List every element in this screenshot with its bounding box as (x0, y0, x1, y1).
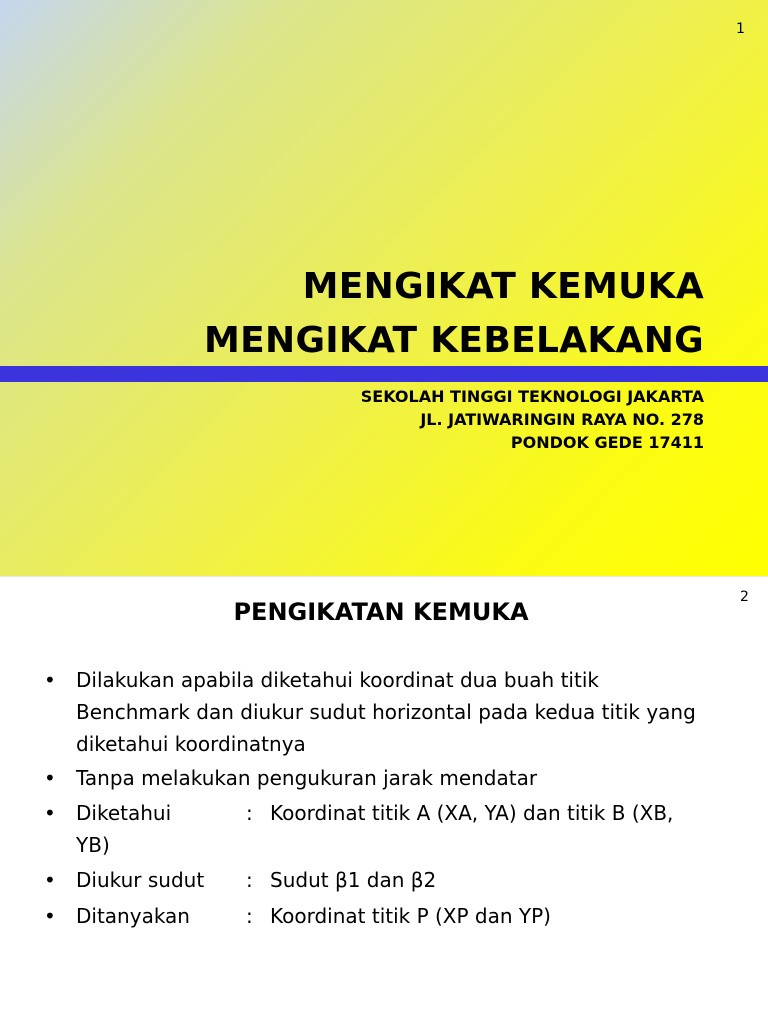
accent-bar (0, 366, 768, 382)
institution-name: SEKOLAH TINGGI TEKNOLOGI JAKARTA (360, 387, 704, 406)
bullet-item-diukur (44, 864, 437, 896)
slide-2-page-number: 2 (740, 589, 749, 605)
slide-title-line-2: MENGIKAT KEBELAKANG (204, 320, 704, 361)
def-label: Diukur sudut (76, 868, 205, 892)
def-value: Koordinat titik P (XP dan YP) (270, 904, 551, 928)
def-separator: : (246, 801, 253, 825)
def-value: Koordinat titik A (XA, YA) dan titik B (XB, (270, 801, 674, 825)
content-slide-title: PENGIKATAN KEMUKA (233, 598, 529, 626)
def-label: Ditanyakan (76, 904, 190, 928)
bullet-dot: • (44, 766, 56, 790)
institution-address: JL. JATIWARINGIN RAYA NO. 278 (420, 410, 704, 429)
bullet-item-ditanyakan (44, 900, 551, 932)
slide-title-line-1: MENGIKAT KEMUKA (302, 266, 704, 307)
def-label: Diketahui (76, 801, 172, 825)
slide-1-page-number: 1 (736, 21, 745, 37)
bullet-dot: • (44, 801, 56, 825)
bullet-item-diketahui (44, 797, 674, 861)
bullet-item-2 (44, 762, 538, 794)
bullet-line: Benchmark dan diukur sudut horizontal pada kedua titik yang (76, 700, 696, 724)
bullet-line: diketahui koordinatnya (76, 732, 306, 756)
def-separator: : (246, 868, 253, 892)
bullet-dot: • (44, 868, 56, 892)
bullet-line: Dilakukan apabila diketahui koordinat dua buah titik (76, 668, 599, 692)
bullet-dot: • (44, 668, 56, 692)
def-value: Sudut β1 dan β2 (270, 868, 437, 892)
institution-postal: PONDOK GEDE 17411 (510, 433, 704, 452)
bullet-item-1 (44, 664, 696, 760)
bullet-line: Tanpa melakukan pengukuran jarak mendatar (76, 766, 538, 790)
def-value-continued: YB) (76, 833, 110, 857)
def-separator: : (246, 904, 253, 928)
bullet-dot: • (44, 904, 56, 928)
